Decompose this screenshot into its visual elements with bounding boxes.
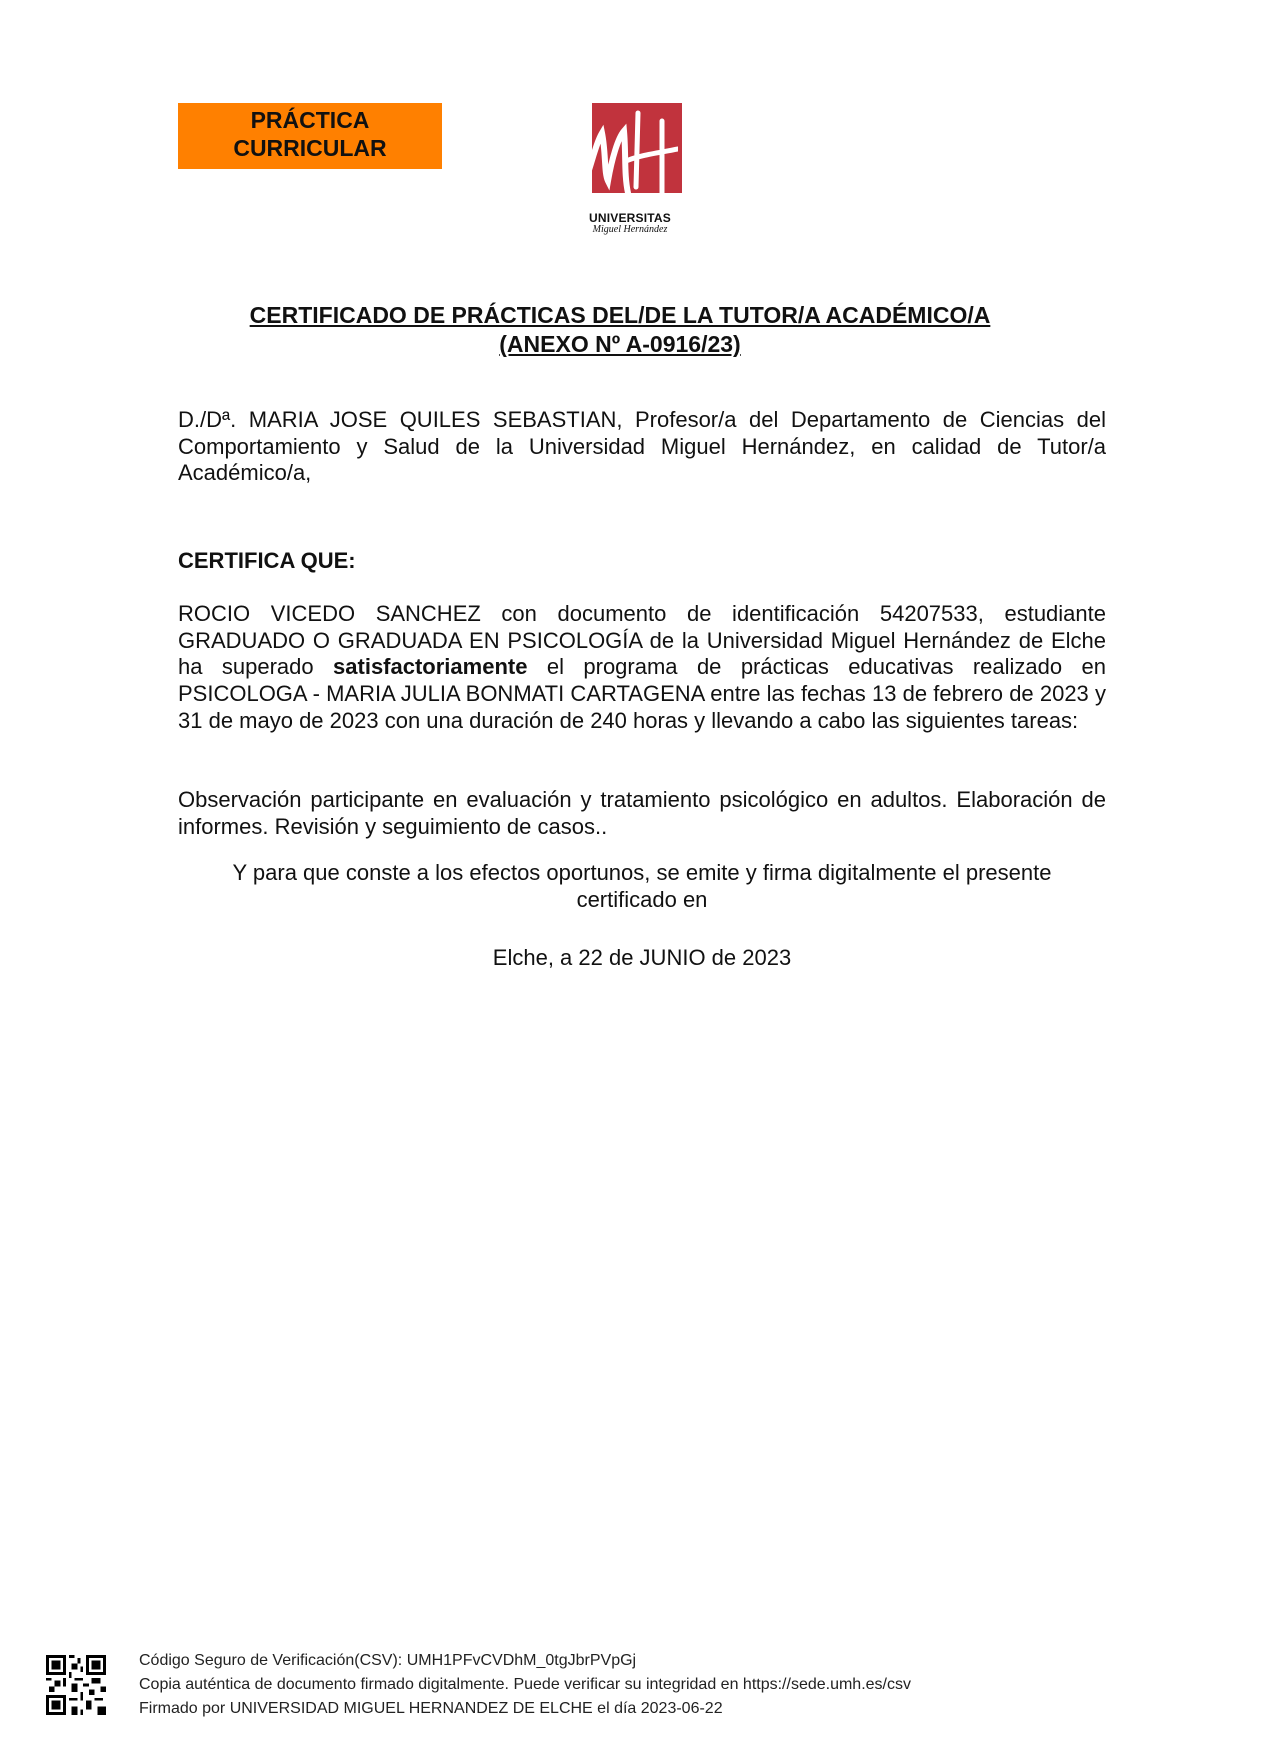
badge-line-2: CURRICULAR xyxy=(233,135,387,161)
logo-text: UNIVERSITAS xyxy=(589,211,671,225)
annex-number: (ANEXO Nº A-0916/23) xyxy=(499,331,741,357)
logo-subtext: Miguel Hernández xyxy=(592,224,668,235)
intro-paragraph: D./Dª. MARIA JOSE QUILES SEBASTIAN, Profesor/a del Departamento de Ciencias del Comportamiento y Salud de la Universidad Miguel Hernández, en calidad de Tutor/a Académico/a, xyxy=(178,407,1106,486)
place-date: Elche, a 22 de JUNIO de 2023 xyxy=(492,945,792,970)
footer-verification-note: Copia auténtica de documento firmado digitalmente. Puede verificar su integridad en https://sede.umh.es/csv xyxy=(139,1676,911,1693)
footer-signed-by: Firmado por UNIVERSIDAD MIGUEL HERNANDEZ DE ELCHE el día 2023-06-22 xyxy=(139,1700,723,1717)
certification-paragraph xyxy=(178,601,1106,735)
body-bold: satisfactoriamente xyxy=(333,654,528,680)
practice-type-badge xyxy=(178,103,442,169)
closing-paragraph: Y para que conste a los efectos oportunos, se emite y firma digitalmente el presente certificado en xyxy=(232,860,1052,912)
footer-csv-code: Código Seguro de Verificación(CSV): UMH1PFvCVDhM_0tgJbrPVpGj xyxy=(139,1652,637,1669)
qr-code-icon xyxy=(45,1655,107,1715)
tasks-paragraph: Observación participante en evaluación y tratamiento psicológico en adultos. Elaboración de informes. Revisión y seguimiento de casos.. xyxy=(178,787,1106,839)
body-text-2: el programa de prácticas educativas realizado en PSICOLOGA - MARIA JULIA BONMATI CARTAGENA entre las fechas 13 de febrero de 2023 y 31 de mayo de 2023 con una duración de 240 horas y llevando a cabo las siguientes tareas: xyxy=(178,654,1107,733)
certifica-heading: CERTIFICA QUE: xyxy=(178,548,356,573)
certificate-title: CERTIFICADO DE PRÁCTICAS DEL/DE LA TUTOR/A ACADÉMICO/A xyxy=(249,302,991,328)
logo-mark xyxy=(592,103,682,193)
university-logo xyxy=(578,103,682,235)
body-text-1: ROCIO VICEDO SANCHEZ con documento de identificación 54207533, estudiante GRADUADO O GRADUADA EN PSICOLOGÍA de la Universidad Miguel Hernández de Elche ha superado xyxy=(178,601,1106,680)
badge-line-1: PRÁCTICA xyxy=(250,107,370,133)
